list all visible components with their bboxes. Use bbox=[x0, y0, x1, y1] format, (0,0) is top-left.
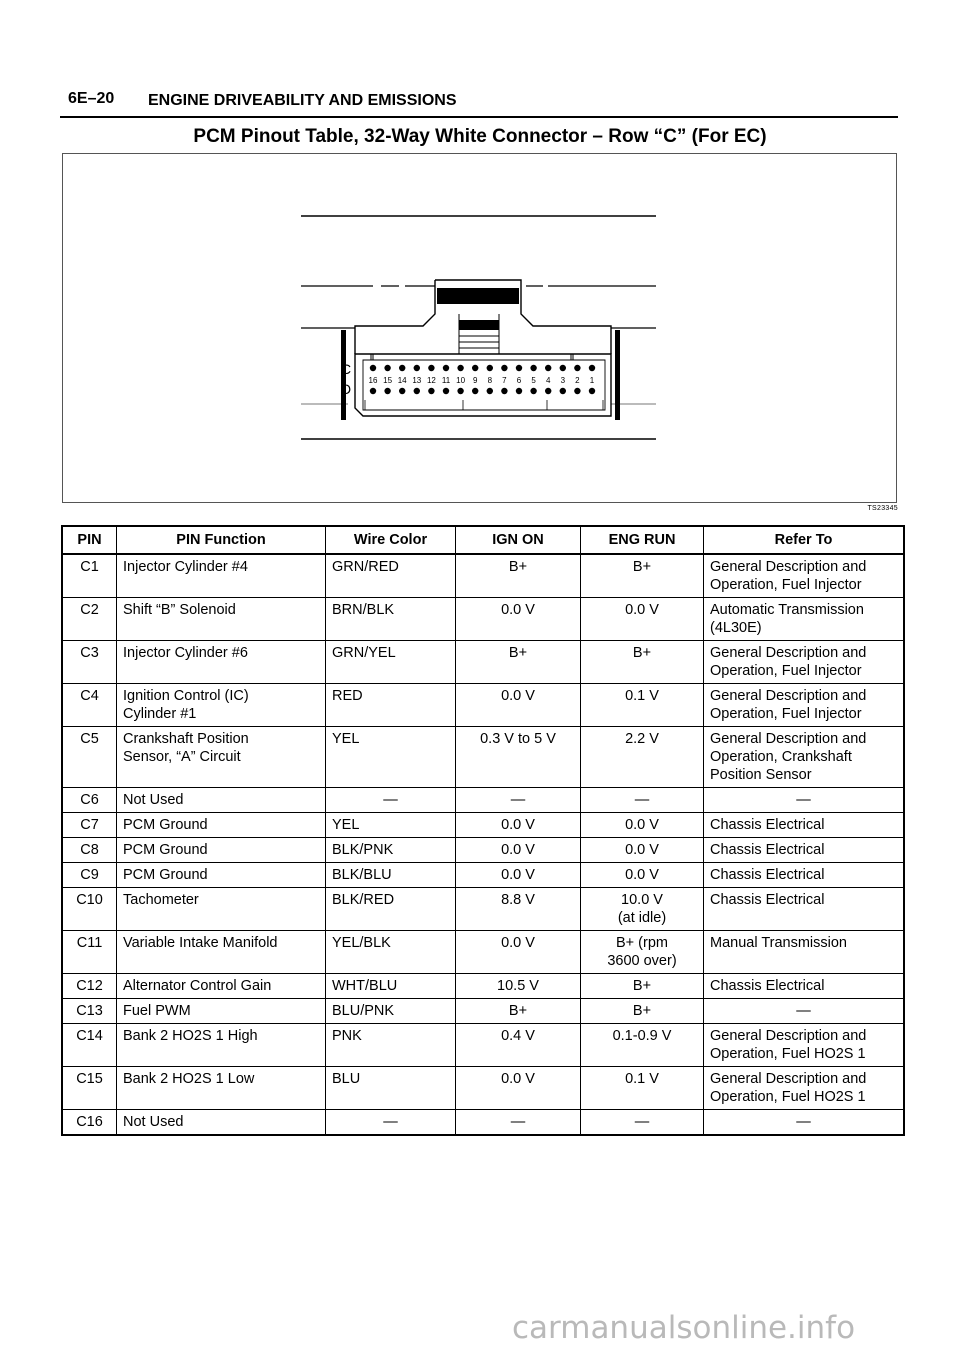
pin-number-label: 5 bbox=[531, 376, 536, 385]
col-header-pin: PIN bbox=[62, 526, 117, 554]
cell-ign-on-line: 0.0 V bbox=[501, 688, 535, 704]
cell-function-line: PCM Ground bbox=[123, 867, 208, 883]
table-row bbox=[62, 1024, 904, 1067]
cell-eng-run bbox=[581, 1067, 704, 1110]
cell-refer-to-line: General Description and bbox=[710, 1071, 867, 1087]
table-row bbox=[62, 598, 904, 641]
cell-function bbox=[117, 1110, 326, 1136]
row-d-pin bbox=[501, 388, 507, 394]
cell-eng-run-line: B+ bbox=[632, 645, 652, 661]
cell-wire-color: — bbox=[326, 788, 456, 813]
cell-pin: C10 bbox=[62, 888, 117, 931]
cell-wire-color: BLK/PNK bbox=[326, 838, 456, 863]
cell-refer-to-line: Chassis Electrical bbox=[710, 817, 825, 833]
cell-ign-on-line: 0.0 V bbox=[501, 1071, 535, 1087]
cell-pin: C1 bbox=[62, 554, 117, 598]
cell-ign-on-line: B+ bbox=[508, 559, 528, 575]
cell-eng-run-line: (at idle) bbox=[617, 910, 667, 926]
table-row bbox=[62, 1110, 904, 1136]
table-row bbox=[62, 727, 904, 788]
cell-eng-run-line: 0.1 V bbox=[625, 1071, 659, 1087]
cell-ign-on bbox=[456, 788, 581, 813]
cell-eng-run-line: 10.0 V bbox=[621, 892, 663, 908]
table-row bbox=[62, 554, 904, 598]
cell-eng-run bbox=[581, 888, 704, 931]
cell-function-line: Variable Intake Manifold bbox=[123, 935, 278, 951]
cell-eng-run-line: 0.0 V bbox=[625, 817, 659, 833]
cell-ign-on-line: 0.0 V bbox=[501, 602, 535, 618]
cell-eng-run bbox=[581, 788, 704, 813]
cell-function-line: Injector Cylinder #6 bbox=[123, 645, 248, 661]
cell-ign-on bbox=[456, 1067, 581, 1110]
cell-ign-on-line: 8.8 V bbox=[501, 892, 535, 908]
cell-function-line: Cylinder #1 bbox=[123, 706, 197, 722]
cell-eng-run-line: 0.0 V bbox=[625, 867, 659, 883]
cell-ign-on bbox=[456, 727, 581, 788]
row-c-pin bbox=[516, 365, 522, 371]
cell-function-line: PCM Ground bbox=[123, 817, 208, 833]
cell-function-line: Not Used bbox=[123, 792, 184, 808]
row-d-pin bbox=[428, 388, 434, 394]
cell-function-line: Tachometer bbox=[123, 892, 199, 908]
cell-refer-to-line: Operation, Fuel Injector bbox=[710, 706, 862, 722]
cell-wire-color: WHT/BLU bbox=[326, 974, 456, 999]
row-d-pin bbox=[545, 388, 551, 394]
pin-number-label: 14 bbox=[397, 376, 407, 385]
cell-refer-to-line: — bbox=[796, 1003, 811, 1019]
section-title: ENGINE DRIVEABILITY AND EMISSIONS bbox=[148, 92, 457, 109]
row-c-pin bbox=[428, 365, 434, 371]
cell-wire-color: PNK bbox=[326, 1024, 456, 1067]
table-row bbox=[62, 999, 904, 1024]
cell-eng-run-line: 0.1-0.9 V bbox=[612, 1028, 672, 1044]
cell-ign-on-line: — bbox=[510, 1114, 526, 1130]
cell-refer-to bbox=[704, 931, 905, 974]
cell-function-line: Fuel PWM bbox=[123, 1003, 191, 1019]
cell-ign-on bbox=[456, 641, 581, 684]
cell-refer-to-line: — bbox=[796, 1114, 811, 1130]
cell-function bbox=[117, 684, 326, 727]
cell-function bbox=[117, 974, 326, 999]
cell-ign-on-line: B+ bbox=[508, 645, 528, 661]
cell-function bbox=[117, 641, 326, 684]
cell-pin: C11 bbox=[62, 931, 117, 974]
row-d-pin bbox=[589, 388, 595, 394]
cell-eng-run bbox=[581, 813, 704, 838]
cell-ign-on bbox=[456, 999, 581, 1024]
row-c-pin bbox=[501, 365, 507, 371]
pin-number-label: 11 bbox=[441, 376, 451, 385]
cell-eng-run bbox=[581, 1024, 704, 1067]
cell-refer-to bbox=[704, 788, 905, 813]
cell-eng-run bbox=[581, 1110, 704, 1136]
cell-function bbox=[117, 931, 326, 974]
connector-illustration bbox=[63, 154, 898, 504]
pin-number-label: 13 bbox=[412, 376, 422, 385]
cell-function bbox=[117, 1024, 326, 1067]
row-d-pin bbox=[516, 388, 522, 394]
cell-pin: C9 bbox=[62, 863, 117, 888]
cell-wire-color: BLU bbox=[326, 1067, 456, 1110]
cell-eng-run-line: 0.1 V bbox=[625, 688, 659, 704]
cell-refer-to-line: Operation, Fuel HO2S 1 bbox=[710, 1046, 866, 1062]
cell-function-line: PCM Ground bbox=[123, 842, 208, 858]
cell-wire-color: — bbox=[326, 1110, 456, 1136]
cell-function-line: Ignition Control (IC) bbox=[123, 688, 249, 704]
table-row bbox=[62, 863, 904, 888]
cell-eng-run bbox=[581, 931, 704, 974]
page-number: 6E–20 bbox=[68, 90, 115, 107]
cell-pin: C4 bbox=[62, 684, 117, 727]
cell-function bbox=[117, 1067, 326, 1110]
cell-refer-to-line: General Description and bbox=[710, 688, 867, 704]
cell-refer-to-line: General Description and bbox=[710, 1028, 867, 1044]
cell-refer-to-line: Chassis Electrical bbox=[710, 892, 825, 908]
cell-refer-to bbox=[704, 684, 905, 727]
connector-figure bbox=[62, 153, 897, 503]
cell-ign-on-line: 0.0 V bbox=[501, 842, 535, 858]
cell-refer-to-line: Operation, Fuel Injector bbox=[710, 577, 862, 593]
cell-eng-run-line: B+ bbox=[632, 1003, 652, 1019]
cell-refer-to-line: Chassis Electrical bbox=[710, 842, 825, 858]
row-c-pin bbox=[574, 365, 580, 371]
cell-function bbox=[117, 598, 326, 641]
cell-ign-on-line: 0.0 V bbox=[501, 817, 535, 833]
col-header-function: PIN Function bbox=[117, 526, 326, 554]
row-d-pin bbox=[399, 388, 405, 394]
cell-function-line: Sensor, “A” Circuit bbox=[123, 749, 241, 765]
row-label-c: C bbox=[341, 361, 352, 377]
cell-refer-to-line: Chassis Electrical bbox=[710, 978, 825, 994]
cell-eng-run bbox=[581, 863, 704, 888]
cell-function-line: Bank 2 HO2S 1 High bbox=[123, 1028, 258, 1044]
cell-refer-to-line: General Description and bbox=[710, 731, 867, 747]
header-rule bbox=[60, 116, 898, 118]
cell-pin: C6 bbox=[62, 788, 117, 813]
col-header-wire: Wire Color bbox=[326, 526, 456, 554]
cell-refer-to-line: — bbox=[796, 792, 811, 808]
cell-wire-color: GRN/RED bbox=[326, 554, 456, 598]
cell-ign-on bbox=[456, 931, 581, 974]
cell-ign-on-line: B+ bbox=[508, 1003, 528, 1019]
cell-pin: C3 bbox=[62, 641, 117, 684]
cell-ign-on bbox=[456, 1110, 581, 1136]
row-c-pin bbox=[399, 365, 405, 371]
pin-number-label: 1 bbox=[589, 376, 595, 385]
cell-function-line: Bank 2 HO2S 1 Low bbox=[123, 1071, 255, 1087]
cell-function-line: Shift “B” Solenoid bbox=[123, 602, 236, 618]
cell-eng-run bbox=[581, 727, 704, 788]
row-d-pin bbox=[530, 388, 536, 394]
cell-refer-to-line: Operation, Crankshaft bbox=[710, 749, 852, 765]
row-c-pin bbox=[370, 365, 376, 371]
table-row bbox=[62, 931, 904, 974]
cell-function bbox=[117, 999, 326, 1024]
cell-eng-run bbox=[581, 598, 704, 641]
cell-refer-to bbox=[704, 598, 905, 641]
cell-refer-to bbox=[704, 888, 905, 931]
pin-number-label: 10 bbox=[456, 376, 466, 385]
pin-number-label: 8 bbox=[487, 376, 493, 385]
cell-function-line: Alternator Control Gain bbox=[123, 978, 272, 994]
cell-ign-on bbox=[456, 813, 581, 838]
cell-pin: C16 bbox=[62, 1110, 117, 1136]
cell-function bbox=[117, 888, 326, 931]
table-row bbox=[62, 974, 904, 999]
cell-eng-run-line: 2.2 V bbox=[625, 731, 659, 747]
pin-number-label: 6 bbox=[516, 376, 522, 385]
row-c-pin bbox=[384, 365, 390, 371]
cell-refer-to bbox=[704, 1024, 905, 1067]
cell-function bbox=[117, 838, 326, 863]
cell-ign-on bbox=[456, 838, 581, 863]
pin-number-label: 12 bbox=[426, 376, 436, 385]
row-d-pin bbox=[560, 388, 566, 394]
cell-ign-on-line: — bbox=[510, 792, 526, 808]
cell-function bbox=[117, 863, 326, 888]
cell-refer-to-line: Chassis Electrical bbox=[710, 867, 825, 883]
pin-number-label: 2 bbox=[575, 376, 580, 385]
cell-ign-on-line: 0.0 V bbox=[501, 867, 535, 883]
cell-eng-run bbox=[581, 838, 704, 863]
row-c-pin bbox=[560, 365, 566, 371]
cell-ign-on-line: 10.5 V bbox=[497, 978, 539, 994]
pinout-table bbox=[61, 525, 905, 1136]
cell-refer-to-line: General Description and bbox=[710, 645, 867, 661]
cell-refer-to-line: General Description and bbox=[710, 559, 867, 575]
cell-ign-on bbox=[456, 863, 581, 888]
pin-number-label: 16 bbox=[368, 376, 378, 385]
table-row bbox=[62, 1067, 904, 1110]
cell-refer-to bbox=[704, 1110, 905, 1136]
table-header-row bbox=[62, 526, 904, 554]
row-c-pin bbox=[545, 365, 551, 371]
cell-eng-run bbox=[581, 641, 704, 684]
cell-function bbox=[117, 727, 326, 788]
cell-ign-on bbox=[456, 684, 581, 727]
cell-ign-on bbox=[456, 888, 581, 931]
cell-pin: C8 bbox=[62, 838, 117, 863]
cell-wire-color: YEL bbox=[326, 813, 456, 838]
col-header-ign: IGN ON bbox=[456, 526, 581, 554]
cell-eng-run-line: 3600 over) bbox=[607, 953, 677, 969]
row-c-pin bbox=[472, 365, 478, 371]
cell-pin: C13 bbox=[62, 999, 117, 1024]
cell-wire-color: BLK/BLU bbox=[326, 863, 456, 888]
cell-refer-to bbox=[704, 554, 905, 598]
table-row bbox=[62, 684, 904, 727]
row-c-pin bbox=[414, 365, 420, 371]
pin-number-label: 4 bbox=[545, 376, 551, 385]
cell-wire-color: BLK/RED bbox=[326, 888, 456, 931]
cell-eng-run-line: — bbox=[634, 1114, 650, 1130]
cell-eng-run bbox=[581, 999, 704, 1024]
pin-number-label: 15 bbox=[383, 376, 393, 385]
cell-refer-to bbox=[704, 813, 905, 838]
cell-eng-run-line: B+ (rpm bbox=[616, 935, 668, 951]
row-c-pin bbox=[589, 365, 595, 371]
cell-eng-run bbox=[581, 974, 704, 999]
row-c-pin bbox=[530, 365, 536, 371]
cell-eng-run-line: B+ bbox=[632, 978, 652, 994]
cell-ign-on bbox=[456, 598, 581, 641]
cell-refer-to bbox=[704, 999, 905, 1024]
pin-number-label: 3 bbox=[560, 376, 566, 385]
row-d-pin bbox=[487, 388, 493, 394]
cell-ign-on bbox=[456, 1024, 581, 1067]
cell-refer-to-line: Position Sensor bbox=[710, 767, 812, 783]
cell-eng-run-line: 0.0 V bbox=[625, 602, 659, 618]
cell-pin: C15 bbox=[62, 1067, 117, 1110]
cell-pin: C2 bbox=[62, 598, 117, 641]
row-d-pin bbox=[414, 388, 420, 394]
col-header-eng: ENG RUN bbox=[581, 526, 704, 554]
cell-eng-run-line: B+ bbox=[632, 559, 652, 575]
cell-refer-to-line: Operation, Fuel HO2S 1 bbox=[710, 1089, 866, 1105]
row-d-pin bbox=[370, 388, 376, 394]
table-row bbox=[62, 788, 904, 813]
table-row bbox=[62, 641, 904, 684]
cell-function bbox=[117, 788, 326, 813]
cell-function-line: Not Used bbox=[123, 1114, 184, 1130]
cell-eng-run bbox=[581, 684, 704, 727]
cell-pin: C14 bbox=[62, 1024, 117, 1067]
cell-ign-on-line: 0.4 V bbox=[501, 1028, 535, 1044]
cell-function bbox=[117, 554, 326, 598]
cell-wire-color: BRN/BLK bbox=[326, 598, 456, 641]
cell-wire-color: GRN/YEL bbox=[326, 641, 456, 684]
pin-number-label: 7 bbox=[502, 376, 507, 385]
cell-eng-run bbox=[581, 554, 704, 598]
row-c-pin bbox=[487, 365, 493, 371]
cell-wire-color: BLU/PNK bbox=[326, 999, 456, 1024]
cell-refer-to bbox=[704, 641, 905, 684]
table-row bbox=[62, 813, 904, 838]
cell-function-line: Crankshaft Position bbox=[123, 731, 249, 747]
row-d-pin bbox=[384, 388, 390, 394]
cell-pin: C12 bbox=[62, 974, 117, 999]
row-d-pin bbox=[472, 388, 478, 394]
cell-pin: C5 bbox=[62, 727, 117, 788]
cell-wire-color: RED bbox=[326, 684, 456, 727]
row-d-pin bbox=[574, 388, 580, 394]
table-row bbox=[62, 888, 904, 931]
cell-refer-to bbox=[704, 727, 905, 788]
cell-function-line: Injector Cylinder #4 bbox=[123, 559, 248, 575]
cell-wire-color: YEL/BLK bbox=[326, 931, 456, 974]
row-c-pin bbox=[443, 365, 449, 371]
page-title: PCM Pinout Table, 32-Way White Connector – Row “C” (For EC) bbox=[193, 126, 767, 147]
cell-refer-to-line: Automatic Transmission bbox=[710, 602, 864, 618]
cell-pin: C7 bbox=[62, 813, 117, 838]
row-d-pin bbox=[443, 388, 449, 394]
figure-id: TS23345 bbox=[867, 505, 898, 512]
cell-eng-run-line: 0.0 V bbox=[625, 842, 659, 858]
cell-refer-to-line: Manual Transmission bbox=[710, 935, 847, 951]
cell-refer-to-line: Operation, Fuel Injector bbox=[710, 663, 862, 679]
cell-function bbox=[117, 813, 326, 838]
row-label-d: D bbox=[341, 381, 352, 397]
row-d-pin bbox=[457, 388, 463, 394]
cell-ign-on bbox=[456, 974, 581, 999]
row-c-pin bbox=[457, 365, 463, 371]
cell-ign-on-line: 0.0 V bbox=[501, 935, 535, 951]
cell-ign-on-line: 0.3 V to 5 V bbox=[480, 731, 556, 747]
cell-wire-color: YEL bbox=[326, 727, 456, 788]
cell-eng-run-line: — bbox=[634, 792, 650, 808]
cell-refer-to-line: (4L30E) bbox=[710, 620, 762, 636]
cell-refer-to bbox=[704, 1067, 905, 1110]
watermark: carmanualsonline.info bbox=[512, 1310, 856, 1346]
cell-refer-to bbox=[704, 863, 905, 888]
cell-refer-to bbox=[704, 838, 905, 863]
pin-number-label: 9 bbox=[472, 376, 478, 385]
cell-refer-to bbox=[704, 974, 905, 999]
cell-ign-on bbox=[456, 554, 581, 598]
table-row bbox=[62, 838, 904, 863]
col-header-refer: Refer To bbox=[704, 526, 905, 554]
